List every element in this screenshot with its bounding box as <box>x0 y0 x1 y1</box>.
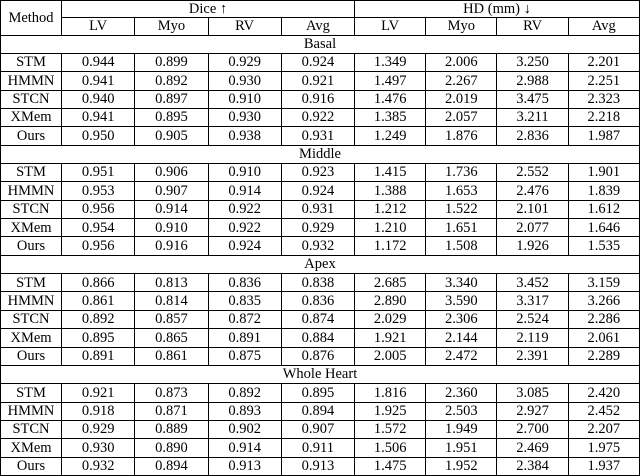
metric-cell: 0.913 <box>281 457 354 475</box>
metric-cell: 0.938 <box>208 127 281 145</box>
metric-cell: 2.144 <box>426 329 497 347</box>
section-title: Whole Heart <box>1 365 640 383</box>
metric-cell: 1.949 <box>426 420 497 438</box>
metric-cell: 0.941 <box>62 109 135 127</box>
table-row <box>1 182 640 200</box>
table-row <box>1 127 640 145</box>
metric-cell: 0.910 <box>135 219 208 237</box>
metric-cell: 2.005 <box>355 347 426 365</box>
table-row <box>1 439 640 457</box>
metric-cell: 1.816 <box>355 384 426 402</box>
metric-cell: 0.910 <box>208 90 281 108</box>
metric-cell: 2.289 <box>568 347 639 365</box>
method-name: XMem <box>1 219 62 237</box>
header-row-groups <box>1 1 640 18</box>
metric-cell: 0.930 <box>62 439 135 457</box>
metric-cell: 2.420 <box>568 384 639 402</box>
metric-cell: 1.921 <box>355 329 426 347</box>
metric-cell: 0.897 <box>135 90 208 108</box>
section-row <box>1 255 640 273</box>
table-row <box>1 292 640 310</box>
table-row <box>1 72 640 90</box>
metric-cell: 0.932 <box>62 457 135 475</box>
metric-cell: 0.835 <box>208 292 281 310</box>
section-title: Basal <box>1 35 640 53</box>
metric-cell: 1.522 <box>426 200 497 218</box>
metric-cell: 0.836 <box>281 292 354 310</box>
metric-cell: 0.861 <box>135 347 208 365</box>
table-row <box>1 310 640 328</box>
header-col-hd-avg: Avg <box>568 18 639 35</box>
table-row <box>1 329 640 347</box>
metric-cell: 0.895 <box>281 384 354 402</box>
metric-cell: 3.085 <box>497 384 568 402</box>
metric-cell: 0.914 <box>135 200 208 218</box>
metric-cell: 0.874 <box>281 310 354 328</box>
metric-cell: 0.922 <box>281 109 354 127</box>
metric-cell: 0.892 <box>62 310 135 328</box>
metric-cell: 0.895 <box>135 109 208 127</box>
metric-cell: 2.552 <box>497 164 568 182</box>
metric-cell: 2.685 <box>355 274 426 292</box>
metric-cell: 0.956 <box>62 237 135 255</box>
method-name: STM <box>1 384 62 402</box>
metric-cell: 2.503 <box>426 402 497 420</box>
section-row <box>1 365 640 383</box>
metric-cell: 0.910 <box>208 164 281 182</box>
metric-cell: 2.927 <box>497 402 568 420</box>
metric-cell: 2.836 <box>497 127 568 145</box>
metric-cell: 2.524 <box>497 310 568 328</box>
table-row <box>1 200 640 218</box>
metric-cell: 1.646 <box>568 219 639 237</box>
method-name: STCN <box>1 200 62 218</box>
metric-cell: 0.922 <box>208 200 281 218</box>
metric-cell: 2.452 <box>568 402 639 420</box>
metric-cell: 2.700 <box>497 420 568 438</box>
table-row <box>1 457 640 475</box>
method-name: XMem <box>1 329 62 347</box>
header-col-hd-myo: Myo <box>426 18 497 35</box>
metric-cell: 2.391 <box>497 347 568 365</box>
metric-cell: 2.472 <box>426 347 497 365</box>
metric-cell: 0.929 <box>281 219 354 237</box>
metric-cell: 0.923 <box>281 164 354 182</box>
metric-cell: 2.207 <box>568 420 639 438</box>
table-row <box>1 54 640 72</box>
metric-cell: 2.101 <box>497 200 568 218</box>
metric-cell: 1.475 <box>355 457 426 475</box>
metric-cell: 1.651 <box>426 219 497 237</box>
metric-cell: 0.889 <box>135 420 208 438</box>
metric-cell: 0.895 <box>62 329 135 347</box>
metric-cell: 0.872 <box>208 310 281 328</box>
metric-cell: 2.057 <box>426 109 497 127</box>
metric-cell: 0.906 <box>135 164 208 182</box>
metric-cell: 0.884 <box>281 329 354 347</box>
metric-cell: 3.159 <box>568 274 639 292</box>
metric-cell: 2.306 <box>426 310 497 328</box>
metric-cell: 0.932 <box>281 237 354 255</box>
method-name: Ours <box>1 457 62 475</box>
metric-cell: 0.813 <box>135 274 208 292</box>
table-row <box>1 402 640 420</box>
metric-cell: 3.266 <box>568 292 639 310</box>
metric-cell: 1.508 <box>426 237 497 255</box>
metric-cell: 0.866 <box>62 274 135 292</box>
metric-cell: 0.916 <box>135 237 208 255</box>
metric-cell: 2.119 <box>497 329 568 347</box>
metric-cell: 1.975 <box>568 439 639 457</box>
metric-cell: 2.988 <box>497 72 568 90</box>
section-row <box>1 35 640 53</box>
table-row <box>1 90 640 108</box>
metric-cell: 1.249 <box>355 127 426 145</box>
metric-cell: 0.907 <box>135 182 208 200</box>
method-name: Ours <box>1 347 62 365</box>
metric-cell: 0.940 <box>62 90 135 108</box>
metric-cell: 3.475 <box>497 90 568 108</box>
method-name: HMMN <box>1 72 62 90</box>
metric-cell: 3.211 <box>497 109 568 127</box>
metric-cell: 2.267 <box>426 72 497 90</box>
metric-cell: 0.893 <box>208 402 281 420</box>
table-row <box>1 274 640 292</box>
section-title: Apex <box>1 255 640 273</box>
table-row <box>1 384 640 402</box>
metric-cell: 1.497 <box>355 72 426 90</box>
metric-cell: 1.876 <box>426 127 497 145</box>
method-name: STM <box>1 274 62 292</box>
metric-cell: 0.924 <box>281 182 354 200</box>
method-name: STCN <box>1 90 62 108</box>
metric-cell: 3.250 <box>497 54 568 72</box>
metric-cell: 2.251 <box>568 72 639 90</box>
metric-cell: 1.506 <box>355 439 426 457</box>
metric-cell: 1.212 <box>355 200 426 218</box>
metric-cell: 2.201 <box>568 54 639 72</box>
metric-cell: 0.929 <box>62 420 135 438</box>
metric-cell: 2.061 <box>568 329 639 347</box>
method-name: Ours <box>1 127 62 145</box>
metric-cell: 2.077 <box>497 219 568 237</box>
header-method: Method <box>1 1 62 36</box>
metric-cell: 0.921 <box>281 72 354 90</box>
metric-cell: 0.871 <box>135 402 208 420</box>
metric-cell: 0.814 <box>135 292 208 310</box>
metric-cell: 1.385 <box>355 109 426 127</box>
metric-cell: 0.956 <box>62 200 135 218</box>
section-title: Middle <box>1 145 640 163</box>
metric-cell: 1.476 <box>355 90 426 108</box>
header-col-dice-lv: LV <box>62 18 135 35</box>
metric-cell: 0.891 <box>208 329 281 347</box>
method-name: HMMN <box>1 182 62 200</box>
metric-cell: 0.951 <box>62 164 135 182</box>
metric-cell: 0.875 <box>208 347 281 365</box>
metric-cell: 0.838 <box>281 274 354 292</box>
metric-cell: 0.894 <box>281 402 354 420</box>
metric-cell: 0.836 <box>208 274 281 292</box>
metric-cell: 0.914 <box>208 182 281 200</box>
metric-cell: 0.941 <box>62 72 135 90</box>
metric-cell: 1.839 <box>568 182 639 200</box>
results-table-body <box>1 1 640 476</box>
header-col-dice-myo: Myo <box>135 18 208 35</box>
metric-cell: 0.891 <box>62 347 135 365</box>
metric-cell: 0.899 <box>135 54 208 72</box>
metric-cell: 0.876 <box>281 347 354 365</box>
method-name: STCN <box>1 420 62 438</box>
metric-cell: 1.612 <box>568 200 639 218</box>
metric-cell: 1.952 <box>426 457 497 475</box>
method-name: XMem <box>1 439 62 457</box>
table-row <box>1 219 640 237</box>
metric-cell: 2.360 <box>426 384 497 402</box>
table-row <box>1 237 640 255</box>
metric-cell: 1.535 <box>568 237 639 255</box>
metric-cell: 1.653 <box>426 182 497 200</box>
metric-cell: 2.323 <box>568 90 639 108</box>
metric-cell: 1.388 <box>355 182 426 200</box>
metric-cell: 0.857 <box>135 310 208 328</box>
metric-cell: 3.590 <box>426 292 497 310</box>
metric-cell: 0.873 <box>135 384 208 402</box>
metric-cell: 0.905 <box>135 127 208 145</box>
metric-cell: 1.937 <box>568 457 639 475</box>
header-dice: Dice ↑ <box>62 1 355 18</box>
metric-cell: 0.861 <box>62 292 135 310</box>
metric-cell: 0.914 <box>208 439 281 457</box>
metric-cell: 0.930 <box>208 72 281 90</box>
metric-cell: 1.349 <box>355 54 426 72</box>
metric-cell: 0.892 <box>135 72 208 90</box>
method-name: XMem <box>1 109 62 127</box>
metric-cell: 0.944 <box>62 54 135 72</box>
metric-cell: 0.924 <box>208 237 281 255</box>
method-name: STM <box>1 54 62 72</box>
header-col-hd-rv: RV <box>497 18 568 35</box>
metric-cell: 1.951 <box>426 439 497 457</box>
metric-cell: 0.954 <box>62 219 135 237</box>
method-name: STM <box>1 164 62 182</box>
metric-cell: 2.890 <box>355 292 426 310</box>
metric-cell: 2.476 <box>497 182 568 200</box>
metric-cell: 1.987 <box>568 127 639 145</box>
header-hd: HD (mm) ↓ <box>355 1 640 18</box>
metric-cell: 2.006 <box>426 54 497 72</box>
metric-cell: 0.953 <box>62 182 135 200</box>
metric-cell: 0.918 <box>62 402 135 420</box>
metric-cell: 0.931 <box>281 127 354 145</box>
metric-cell: 2.384 <box>497 457 568 475</box>
table-row <box>1 420 640 438</box>
method-name: HMMN <box>1 402 62 420</box>
metric-cell: 0.892 <box>208 384 281 402</box>
table-row <box>1 164 640 182</box>
metric-cell: 3.317 <box>497 292 568 310</box>
section-row <box>1 145 640 163</box>
metric-cell: 0.950 <box>62 127 135 145</box>
metric-cell: 1.925 <box>355 402 426 420</box>
metric-cell: 0.907 <box>281 420 354 438</box>
metric-cell: 0.913 <box>208 457 281 475</box>
metric-cell: 0.894 <box>135 457 208 475</box>
metric-cell: 3.452 <box>497 274 568 292</box>
metric-cell: 2.469 <box>497 439 568 457</box>
method-name: Ours <box>1 237 62 255</box>
metric-cell: 2.029 <box>355 310 426 328</box>
metric-cell: 1.901 <box>568 164 639 182</box>
header-col-hd-lv: LV <box>355 18 426 35</box>
metric-cell: 0.921 <box>62 384 135 402</box>
header-col-dice-rv: RV <box>208 18 281 35</box>
metric-cell: 0.890 <box>135 439 208 457</box>
metric-cell: 0.930 <box>208 109 281 127</box>
metric-cell: 0.902 <box>208 420 281 438</box>
metric-cell: 0.916 <box>281 90 354 108</box>
method-name: HMMN <box>1 292 62 310</box>
metric-cell: 1.415 <box>355 164 426 182</box>
header-row-columns <box>1 18 640 35</box>
metric-cell: 1.172 <box>355 237 426 255</box>
metric-cell: 2.218 <box>568 109 639 127</box>
metric-cell: 1.926 <box>497 237 568 255</box>
metric-cell: 0.911 <box>281 439 354 457</box>
table-row <box>1 347 640 365</box>
table-row <box>1 109 640 127</box>
metric-cell: 0.931 <box>281 200 354 218</box>
metric-cell: 1.736 <box>426 164 497 182</box>
metric-cell: 2.019 <box>426 90 497 108</box>
metric-cell: 0.924 <box>281 54 354 72</box>
metric-cell: 2.286 <box>568 310 639 328</box>
metric-cell: 1.572 <box>355 420 426 438</box>
metric-cell: 0.922 <box>208 219 281 237</box>
metric-cell: 0.929 <box>208 54 281 72</box>
metric-cell: 3.340 <box>426 274 497 292</box>
header-col-dice-avg: Avg <box>281 18 354 35</box>
metric-cell: 0.865 <box>135 329 208 347</box>
metric-cell: 1.210 <box>355 219 426 237</box>
method-name: STCN <box>1 310 62 328</box>
